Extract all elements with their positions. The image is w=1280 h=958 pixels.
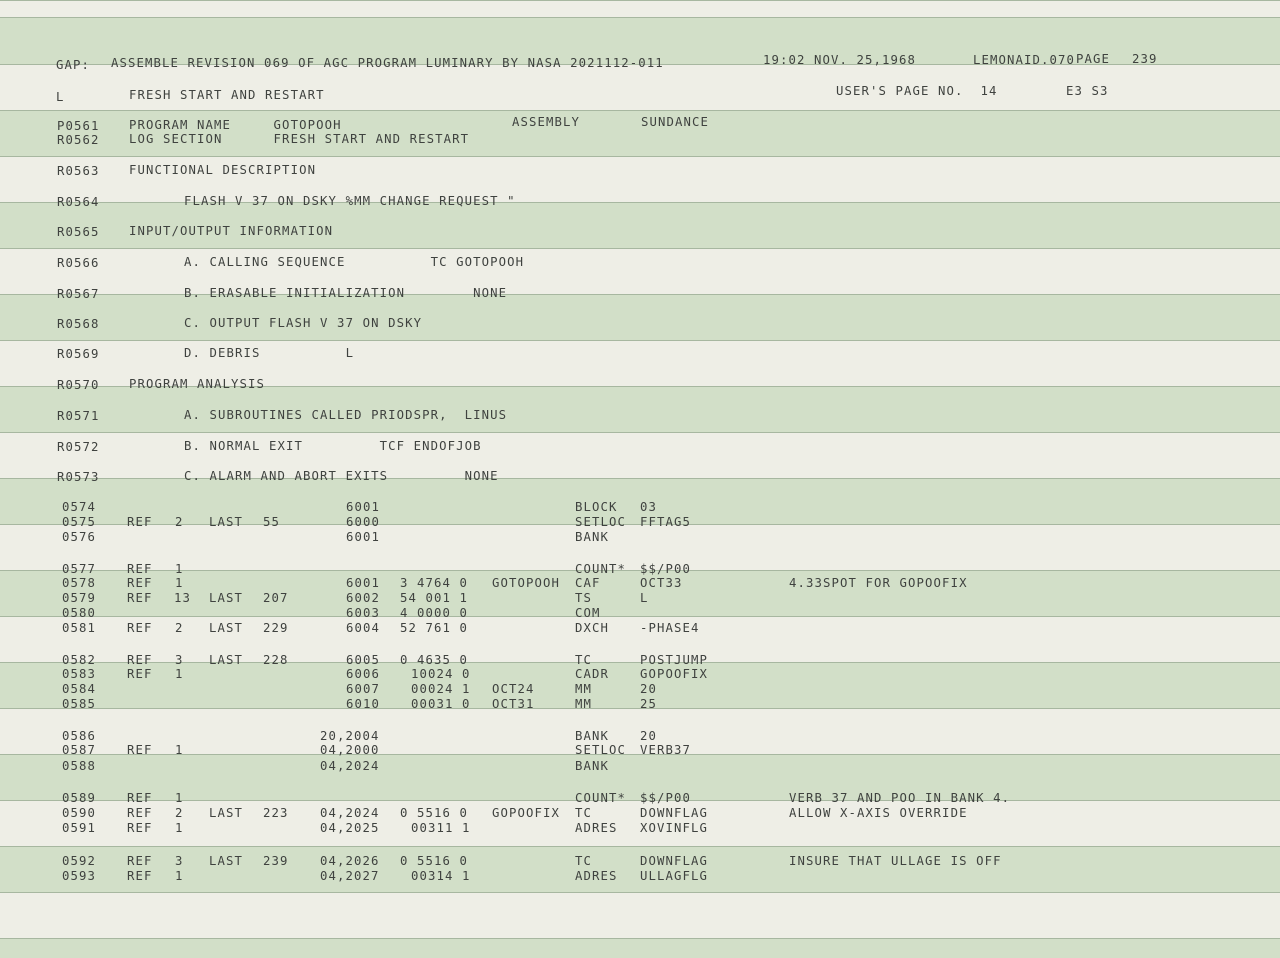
listing-operand: 20 <box>640 729 658 743</box>
listing-octal-word: 54 001 1 <box>400 591 469 605</box>
listing-opcode: COUNT* <box>575 562 627 576</box>
listing-comment: 4.33SPOT FOR GOPOOFIX <box>789 576 968 590</box>
listing-octal-word: 00314 1 <box>411 869 471 883</box>
listing-ref-count: 1 <box>175 869 184 883</box>
listing-line-number: 0585 <box>62 697 97 711</box>
listing-comment: INSURE THAT ULLAGE IS OFF <box>789 854 1002 868</box>
listing-last: LAST <box>209 515 244 529</box>
listing-address: 6002 <box>346 591 381 605</box>
listing-ref: REF <box>127 621 153 635</box>
listing-label: OCT24 <box>492 682 535 696</box>
log-line-text: C. OUTPUT FLASH V 37 ON DSKY <box>184 316 423 330</box>
listing-label: GOPOOFIX <box>492 806 561 820</box>
header-gap: GAP: <box>56 58 91 72</box>
paper-band <box>0 0 1280 17</box>
paper-rule <box>0 616 1280 617</box>
listing-last-number: 228 <box>263 653 289 667</box>
log-line-text: PROGRAM ANALYSIS <box>129 377 266 391</box>
listing-last: LAST <box>209 653 244 667</box>
listing-address: 04,2026 <box>320 854 380 868</box>
listing-opcode: MM <box>575 682 593 696</box>
listing-ref: REF <box>127 743 153 757</box>
listing-address: 6006 <box>346 667 381 681</box>
listing-ref: REF <box>127 791 153 805</box>
listing-octal-word: 00311 1 <box>411 821 471 835</box>
listing-opcode: DXCH <box>575 621 610 635</box>
listing-address: 6007 <box>346 682 381 696</box>
listing-ref-count: 2 <box>175 806 184 820</box>
listing-opcode: ADRES <box>575 821 618 835</box>
header-file: LEMONAID.070 <box>973 53 1076 67</box>
listing-line-number: 0588 <box>62 759 97 773</box>
listing-ref: REF <box>127 562 153 576</box>
listing-address: 6000 <box>346 515 381 529</box>
listing-ref-count: 1 <box>175 821 184 835</box>
listing-last-number: 229 <box>263 621 289 635</box>
log-line-text: A. CALLING SEQUENCE TC GOTOPOOH <box>184 255 525 269</box>
listing-operand: XOVINFLG <box>640 821 709 835</box>
log-line-text: B. NORMAL EXIT TCF ENDOFJOB <box>184 439 482 453</box>
listing-line-number: 0590 <box>62 806 97 820</box>
paper-rule <box>0 156 1280 157</box>
listing-octal-word: 0 4635 0 <box>400 653 469 667</box>
listing-ref: REF <box>127 591 153 605</box>
header-page-number: 239 <box>1132 52 1158 66</box>
listing-opcode: CADR <box>575 667 610 681</box>
log-line-id: R0564 <box>57 195 100 209</box>
listing-address: 6003 <box>346 606 381 620</box>
listing-ref: REF <box>127 667 153 681</box>
listing-octal-word: 0 5516 0 <box>400 854 469 868</box>
listing-ref-count: 1 <box>175 562 184 576</box>
log-line-text: LOG SECTION FRESH START AND RESTART <box>129 132 470 146</box>
listing-opcode: BLOCK <box>575 500 618 514</box>
listing-address: 20,2004 <box>320 729 380 743</box>
log-line-text: D. DEBRIS L <box>184 346 355 360</box>
listing-comment: ALLOW X-AXIS OVERRIDE <box>789 806 968 820</box>
paper-band <box>0 892 1280 938</box>
listing-octal-word: 00031 0 <box>411 697 471 711</box>
listing-operand: GOPOOFIX <box>640 667 709 681</box>
listing-octal-word: 52 761 0 <box>400 621 469 635</box>
paper-rule <box>0 892 1280 893</box>
listing-operand: POSTJUMP <box>640 653 709 667</box>
log-line-id: R0573 <box>57 470 100 484</box>
listing-line-number: 0581 <box>62 621 97 635</box>
paper-rule <box>0 17 1280 18</box>
listing-opcode: BANK <box>575 530 610 544</box>
log-line-id: R0566 <box>57 256 100 270</box>
listing-operand: DOWNFLAG <box>640 854 709 868</box>
listing-operand: OCT33 <box>640 576 683 590</box>
log-line-text: PROGRAM NAME GOTOPOOH <box>129 118 342 132</box>
listing-line-number: 0579 <box>62 591 97 605</box>
listing-last-number: 223 <box>263 806 289 820</box>
listing-line-number: 0574 <box>62 500 97 514</box>
listing-ref-count: 1 <box>175 743 184 757</box>
listing-label: GOTOPOOH <box>492 576 561 590</box>
header-ref: E3 S3 <box>1066 84 1109 98</box>
listing-opcode: TS <box>575 591 593 605</box>
listing-address: 04,2025 <box>320 821 380 835</box>
listing-address: 6001 <box>346 576 381 590</box>
listing-operand: $$/P00 <box>640 791 692 805</box>
log-line-text: INPUT/OUTPUT INFORMATION <box>129 224 334 238</box>
paper-rule <box>0 846 1280 847</box>
header-subtitle: FRESH START AND RESTART <box>129 88 325 102</box>
listing-operand: VERB37 <box>640 743 692 757</box>
listing-last: LAST <box>209 806 244 820</box>
listing-address: 04,2024 <box>320 759 380 773</box>
listing-opcode: TC <box>575 806 593 820</box>
listing-octal-word: 4 0000 0 <box>400 606 469 620</box>
log-line-id: R0568 <box>57 317 100 331</box>
listing-line-number: 0589 <box>62 791 97 805</box>
listing-opcode: BANK <box>575 729 610 743</box>
listing-last: LAST <box>209 621 244 635</box>
log-line-id: R0565 <box>57 225 100 239</box>
listing-ref: REF <box>127 821 153 835</box>
listing-opcode: SETLOC <box>575 743 627 757</box>
paper-rule <box>0 0 1280 1</box>
log-line-id: R0562 <box>57 133 100 147</box>
listing-line-number: 0591 <box>62 821 97 835</box>
listing-opcode: COM <box>575 606 601 620</box>
listing-operand: 25 <box>640 697 658 711</box>
listing-address: 6001 <box>346 500 381 514</box>
listing-line-number: 0580 <box>62 606 97 620</box>
listing-operand: ULLAGFLG <box>640 869 709 883</box>
listing-address: 04,2024 <box>320 806 380 820</box>
paper-rule <box>0 340 1280 341</box>
listing-operand: $$/P00 <box>640 562 692 576</box>
listing-line-number: 0582 <box>62 653 97 667</box>
paper-band <box>0 938 1280 958</box>
listing-line-number: 0583 <box>62 667 97 681</box>
listing-ref-count: 3 <box>175 854 184 868</box>
listing-octal-word: 3 4764 0 <box>400 576 469 590</box>
listing-operand: 20 <box>640 682 658 696</box>
listing-line-number: 0584 <box>62 682 97 696</box>
log-line-id: R0569 <box>57 347 100 361</box>
listing-operand: 03 <box>640 500 658 514</box>
log-line-text: B. ERASABLE INITIALIZATION NONE <box>184 286 508 300</box>
listing-ref: REF <box>127 806 153 820</box>
paper-rule <box>0 248 1280 249</box>
listing-line-number: 0593 <box>62 869 97 883</box>
log-line-id: R0571 <box>57 409 100 423</box>
header-l: L <box>56 90 65 104</box>
listing-address: 6010 <box>346 697 381 711</box>
listing-opcode: TC <box>575 653 593 667</box>
listing-ref-count: 1 <box>175 791 184 805</box>
paper-rule <box>0 110 1280 111</box>
header-title: ASSEMBLE REVISION 069 OF AGC PROGRAM LUMINARY BY NASA 2021112-011 <box>111 56 664 70</box>
paper-rule <box>0 432 1280 433</box>
listing-label: OCT31 <box>492 697 535 711</box>
listing-ref-count: 1 <box>175 667 184 681</box>
listing-opcode: TC <box>575 854 593 868</box>
listing-opcode: BANK <box>575 759 610 773</box>
listing-ref-count: 1 <box>175 576 184 590</box>
listing-comment: VERB 37 AND POO IN BANK 4. <box>789 791 1011 805</box>
listing-octal-word: 00024 1 <box>411 682 471 696</box>
listing-address: 04,2027 <box>320 869 380 883</box>
paper-rule <box>0 938 1280 939</box>
header-page-label: PAGE <box>1076 52 1111 66</box>
log-line-id: R0572 <box>57 440 100 454</box>
listing-last-number: 55 <box>263 515 281 529</box>
listing-last-number: 239 <box>263 854 289 868</box>
listing-ref: REF <box>127 515 153 529</box>
listing-line-number: 0576 <box>62 530 97 544</box>
listing-line-number: 0577 <box>62 562 97 576</box>
log-line-id: R0567 <box>57 287 100 301</box>
log-line-text: C. ALARM AND ABORT EXITS NONE <box>184 469 499 483</box>
listing-address: 04,2000 <box>320 743 380 757</box>
listing-ref: REF <box>127 653 153 667</box>
listing-line-number: 0575 <box>62 515 97 529</box>
log-line-id: R0563 <box>57 164 100 178</box>
listing-last: LAST <box>209 591 244 605</box>
log-line-assembly-name: SUNDANCE <box>641 115 710 129</box>
listing-operand: DOWNFLAG <box>640 806 709 820</box>
listing-octal-word: 10024 0 <box>411 667 471 681</box>
listing-ref-count: 2 <box>175 621 184 635</box>
header-timestamp: 19:02 NOV. 25,1968 <box>763 53 917 67</box>
log-line-id: R0570 <box>57 378 100 392</box>
listing-ref-count: 13 <box>174 591 192 605</box>
listing-opcode: MM <box>575 697 593 711</box>
header-user-page: USER'S PAGE NO. 14 <box>836 84 998 98</box>
log-line-text: FLASH V 37 ON DSKY %MM CHANGE REQUEST " <box>184 194 516 208</box>
listing-ref-count: 2 <box>175 515 184 529</box>
listing-line-number: 0587 <box>62 743 97 757</box>
listing-address: 6001 <box>346 530 381 544</box>
listing-opcode: ADRES <box>575 869 618 883</box>
listing-opcode: CAF <box>575 576 601 590</box>
listing-last-number: 207 <box>263 591 289 605</box>
log-line-text: A. SUBROUTINES CALLED PRIODSPR, LINUS <box>184 408 508 422</box>
listing-operand: -PHASE4 <box>640 621 700 635</box>
listing-ref: REF <box>127 576 153 590</box>
listing-line-number: 0592 <box>62 854 97 868</box>
log-line-id: P0561 <box>57 119 100 133</box>
listing-address: 6005 <box>346 653 381 667</box>
listing-opcode: COUNT* <box>575 791 627 805</box>
listing-line-number: 0578 <box>62 576 97 590</box>
listing-line-number: 0586 <box>62 729 97 743</box>
listing-last: LAST <box>209 854 244 868</box>
listing-operand: FFTAG5 <box>640 515 692 529</box>
listing-address: 6004 <box>346 621 381 635</box>
log-line-text: FUNCTIONAL DESCRIPTION <box>129 163 317 177</box>
log-line-assembly: ASSEMBLY <box>512 115 581 129</box>
listing-opcode: SETLOC <box>575 515 627 529</box>
listing-operand: L <box>640 591 649 605</box>
listing-ref-count: 3 <box>175 653 184 667</box>
listing-octal-word: 0 5516 0 <box>400 806 469 820</box>
listing-ref: REF <box>127 869 153 883</box>
listing-ref: REF <box>127 854 153 868</box>
